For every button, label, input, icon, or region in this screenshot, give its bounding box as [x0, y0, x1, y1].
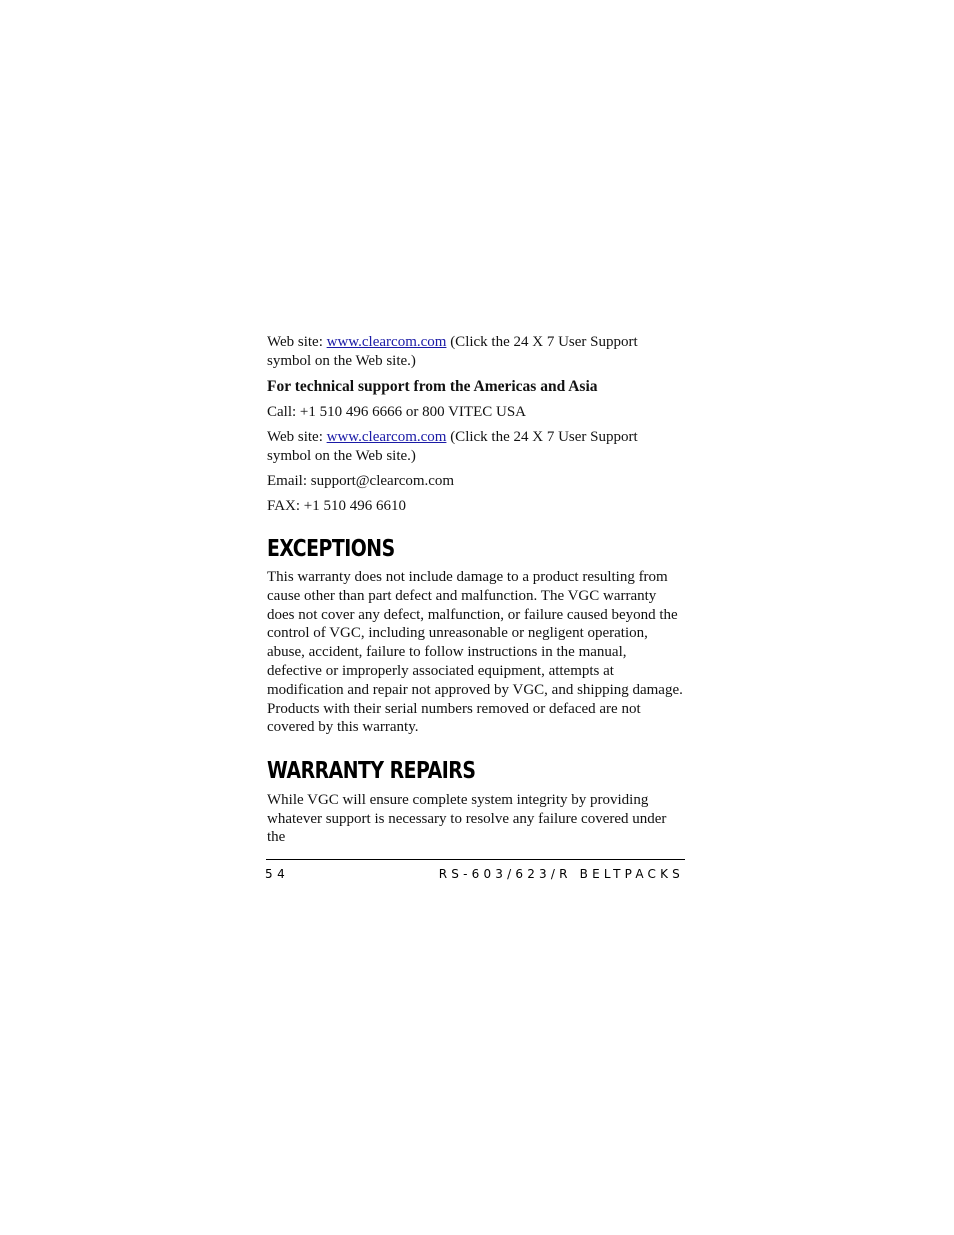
page-content [267, 333, 685, 845]
web-site-label: Web site: [267, 429, 327, 445]
footer-page-number: 54 [265, 867, 290, 881]
warranty-repairs-heading: WARRANTY REPAIRS [267, 758, 476, 784]
web-site-line-americas [267, 428, 685, 466]
clearcom-link-top[interactable]: www.clearcom.com [326, 334, 447, 350]
exceptions-body: This warranty does not include damage to a product resulting from cause other than part defect and malfunction. The VGC warranty does not cover any defect, malfunction, or failure caused beyond the control of VGC, including unreasonable or negligent operation, abuse, accident, failure to follow instructions in the manual, defective or improperly associated equipment, attempts at modification and repair not approved by VGC, and shipping damage. Products with their serial numbers removed or defaced are not covered by this warranty. [267, 569, 683, 736]
web-site-line-top [267, 333, 685, 371]
clearcom-link-americas[interactable]: www.clearcom.com [326, 429, 447, 445]
americas-support-heading: For technical support from the Americas and Asia [267, 378, 598, 395]
americas-call-line: Call: +1 510 496 6666 or 800 VITEC USA [267, 404, 527, 420]
footer-divider [266, 859, 685, 860]
web-site-label: Web site: [267, 334, 327, 350]
americas-fax-line: FAX: +1 510 496 6610 [267, 498, 407, 514]
exceptions-heading: EXCEPTIONS [267, 536, 395, 562]
web-site-suffix: (Click the 24 X 7 User Support symbol on the Web site.) [267, 334, 638, 369]
americas-email-line: Email: support@clearcom.com [267, 473, 455, 489]
web-site-suffix: (Click the 24 X 7 User Support symbol on the Web site.) [267, 429, 638, 464]
warranty-repairs-body: While VGC will ensure complete system integrity by providing whatever support is necessary to resolve any failure covered under the [267, 792, 667, 845]
footer-doc-title: RS-603/623/R BELTPACKS [438, 867, 684, 881]
